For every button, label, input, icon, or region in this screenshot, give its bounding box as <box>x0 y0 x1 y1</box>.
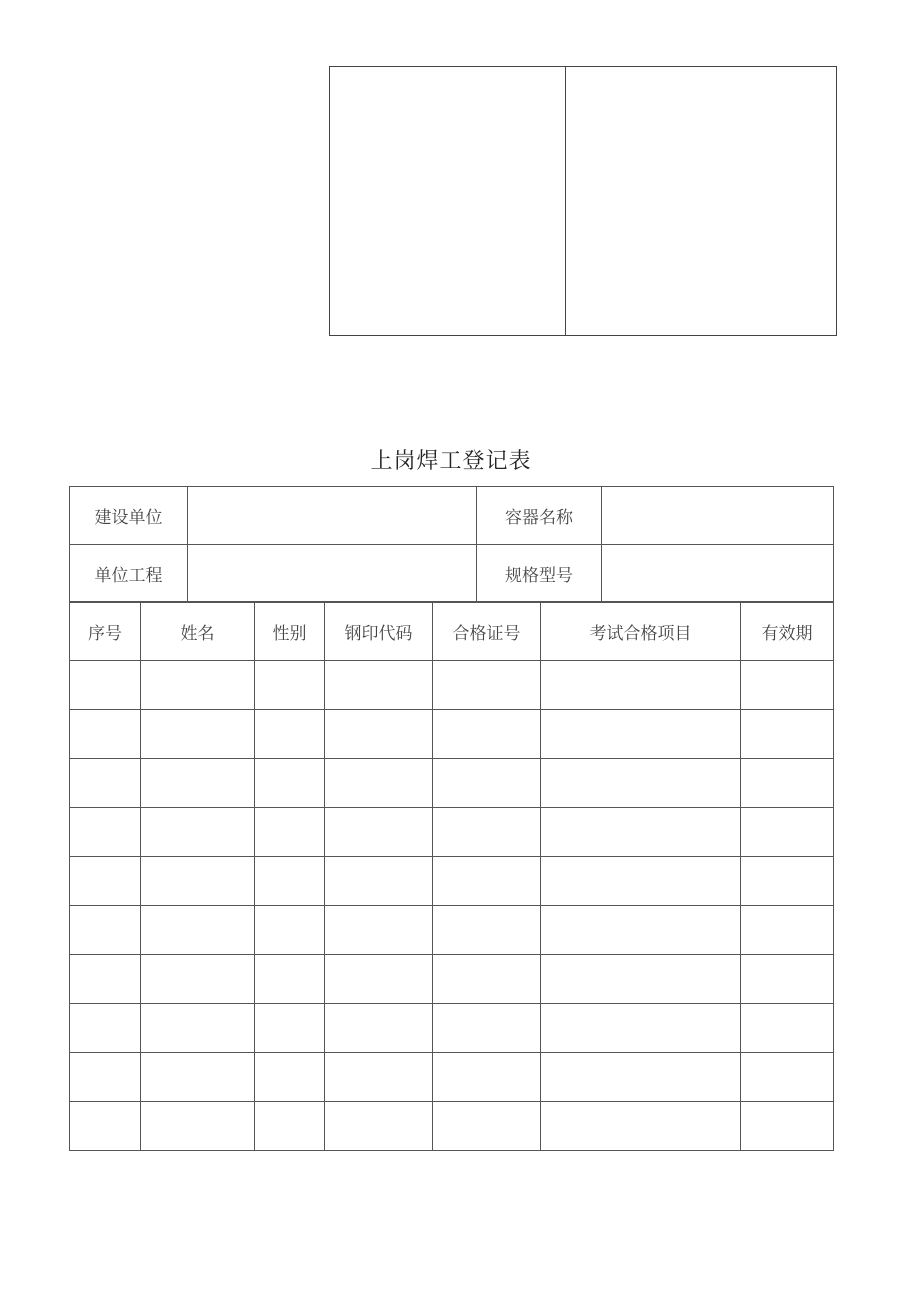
serial-no-cell[interactable] <box>70 759 141 808</box>
table-header-row <box>70 602 834 661</box>
gender-cell[interactable] <box>255 710 325 759</box>
info-row-2 <box>70 545 834 603</box>
name-cell[interactable] <box>141 1004 255 1053</box>
vessel-name-field[interactable] <box>602 487 834 545</box>
gender-cell[interactable] <box>255 1004 325 1053</box>
table-row <box>70 759 834 808</box>
qualified-items-cell[interactable] <box>541 759 741 808</box>
qualified-items-cell[interactable] <box>541 808 741 857</box>
name-cell[interactable] <box>141 710 255 759</box>
unit-project-field[interactable] <box>188 545 477 603</box>
name-cell[interactable] <box>141 906 255 955</box>
serial-no-cell[interactable] <box>70 1053 141 1102</box>
name-cell[interactable] <box>141 1053 255 1102</box>
stamp-code-cell[interactable] <box>325 955 433 1004</box>
qualified-items-cell[interactable] <box>541 857 741 906</box>
validity-cell[interactable] <box>741 857 834 906</box>
welder-table <box>69 601 834 1151</box>
name-cell[interactable] <box>141 1102 255 1151</box>
top-box-left-cell <box>330 67 566 335</box>
header-qualified-items: 考试合格项目 <box>541 602 741 661</box>
certificate-no-cell[interactable] <box>433 808 541 857</box>
gender-cell[interactable] <box>255 955 325 1004</box>
gender-cell[interactable] <box>255 1102 325 1151</box>
stamp-code-cell[interactable] <box>325 857 433 906</box>
header-name: 姓名 <box>141 602 255 661</box>
certificate-no-cell[interactable] <box>433 1102 541 1151</box>
validity-cell[interactable] <box>741 1053 834 1102</box>
name-cell[interactable] <box>141 857 255 906</box>
table-row <box>70 906 834 955</box>
certificate-no-cell[interactable] <box>433 955 541 1004</box>
certificate-no-cell[interactable] <box>433 710 541 759</box>
validity-cell[interactable] <box>741 661 834 710</box>
table-row <box>70 955 834 1004</box>
gender-cell[interactable] <box>255 857 325 906</box>
page-title: 上岗焊工登记表 <box>370 449 532 474</box>
table-row <box>70 1053 834 1102</box>
name-cell[interactable] <box>141 955 255 1004</box>
vessel-name-label: 容器名称 <box>477 487 602 545</box>
header-validity: 有效期 <box>741 602 834 661</box>
qualified-items-cell[interactable] <box>541 1004 741 1053</box>
stamp-code-cell[interactable] <box>325 1053 433 1102</box>
serial-no-cell[interactable] <box>70 1004 141 1053</box>
spec-model-label: 规格型号 <box>477 545 602 603</box>
certificate-no-cell[interactable] <box>433 906 541 955</box>
qualified-items-cell[interactable] <box>541 1102 741 1151</box>
qualified-items-cell[interactable] <box>541 906 741 955</box>
qualified-items-cell[interactable] <box>541 955 741 1004</box>
spec-model-field[interactable] <box>602 545 834 603</box>
stamp-code-cell[interactable] <box>325 906 433 955</box>
table-body <box>70 661 834 1151</box>
gender-cell[interactable] <box>255 906 325 955</box>
gender-cell[interactable] <box>255 759 325 808</box>
table-row <box>70 1004 834 1053</box>
certificate-no-cell[interactable] <box>433 759 541 808</box>
stamp-code-cell[interactable] <box>325 1004 433 1053</box>
info-table <box>69 486 834 603</box>
validity-cell[interactable] <box>741 759 834 808</box>
stamp-code-cell[interactable] <box>325 661 433 710</box>
serial-no-cell[interactable] <box>70 808 141 857</box>
certificate-no-cell[interactable] <box>433 857 541 906</box>
table-row <box>70 1102 834 1151</box>
serial-no-cell[interactable] <box>70 661 141 710</box>
name-cell[interactable] <box>141 808 255 857</box>
validity-cell[interactable] <box>741 808 834 857</box>
certificate-no-cell[interactable] <box>433 1053 541 1102</box>
serial-no-cell[interactable] <box>70 1102 141 1151</box>
validity-cell[interactable] <box>741 955 834 1004</box>
top-box-right-cell <box>566 67 836 335</box>
validity-cell[interactable] <box>741 1004 834 1053</box>
qualified-items-cell[interactable] <box>541 1053 741 1102</box>
header-gender: 性别 <box>255 602 325 661</box>
serial-no-cell[interactable] <box>70 857 141 906</box>
info-row-1 <box>70 487 834 545</box>
certificate-no-cell[interactable] <box>433 661 541 710</box>
header-stamp-code: 钢印代码 <box>325 602 433 661</box>
certificate-no-cell[interactable] <box>433 1004 541 1053</box>
name-cell[interactable] <box>141 661 255 710</box>
qualified-items-cell[interactable] <box>541 710 741 759</box>
serial-no-cell[interactable] <box>70 710 141 759</box>
construction-unit-label: 建设单位 <box>70 487 188 545</box>
validity-cell[interactable] <box>741 710 834 759</box>
validity-cell[interactable] <box>741 1102 834 1151</box>
table-row <box>70 710 834 759</box>
table-row <box>70 808 834 857</box>
construction-unit-field[interactable] <box>188 487 477 545</box>
gender-cell[interactable] <box>255 808 325 857</box>
name-cell[interactable] <box>141 759 255 808</box>
table-row <box>70 661 834 710</box>
header-serial-no: 序号 <box>70 602 141 661</box>
stamp-code-cell[interactable] <box>325 710 433 759</box>
header-certificate-no: 合格证号 <box>433 602 541 661</box>
gender-cell[interactable] <box>255 1053 325 1102</box>
qualified-items-cell[interactable] <box>541 661 741 710</box>
unit-project-label: 单位工程 <box>70 545 188 603</box>
stamp-code-cell[interactable] <box>325 759 433 808</box>
serial-no-cell[interactable] <box>70 955 141 1004</box>
stamp-code-cell[interactable] <box>325 808 433 857</box>
top-empty-box <box>329 66 837 336</box>
stamp-code-cell[interactable] <box>325 1102 433 1151</box>
gender-cell[interactable] <box>255 661 325 710</box>
validity-cell[interactable] <box>741 906 834 955</box>
table-row <box>70 857 834 906</box>
serial-no-cell[interactable] <box>70 906 141 955</box>
